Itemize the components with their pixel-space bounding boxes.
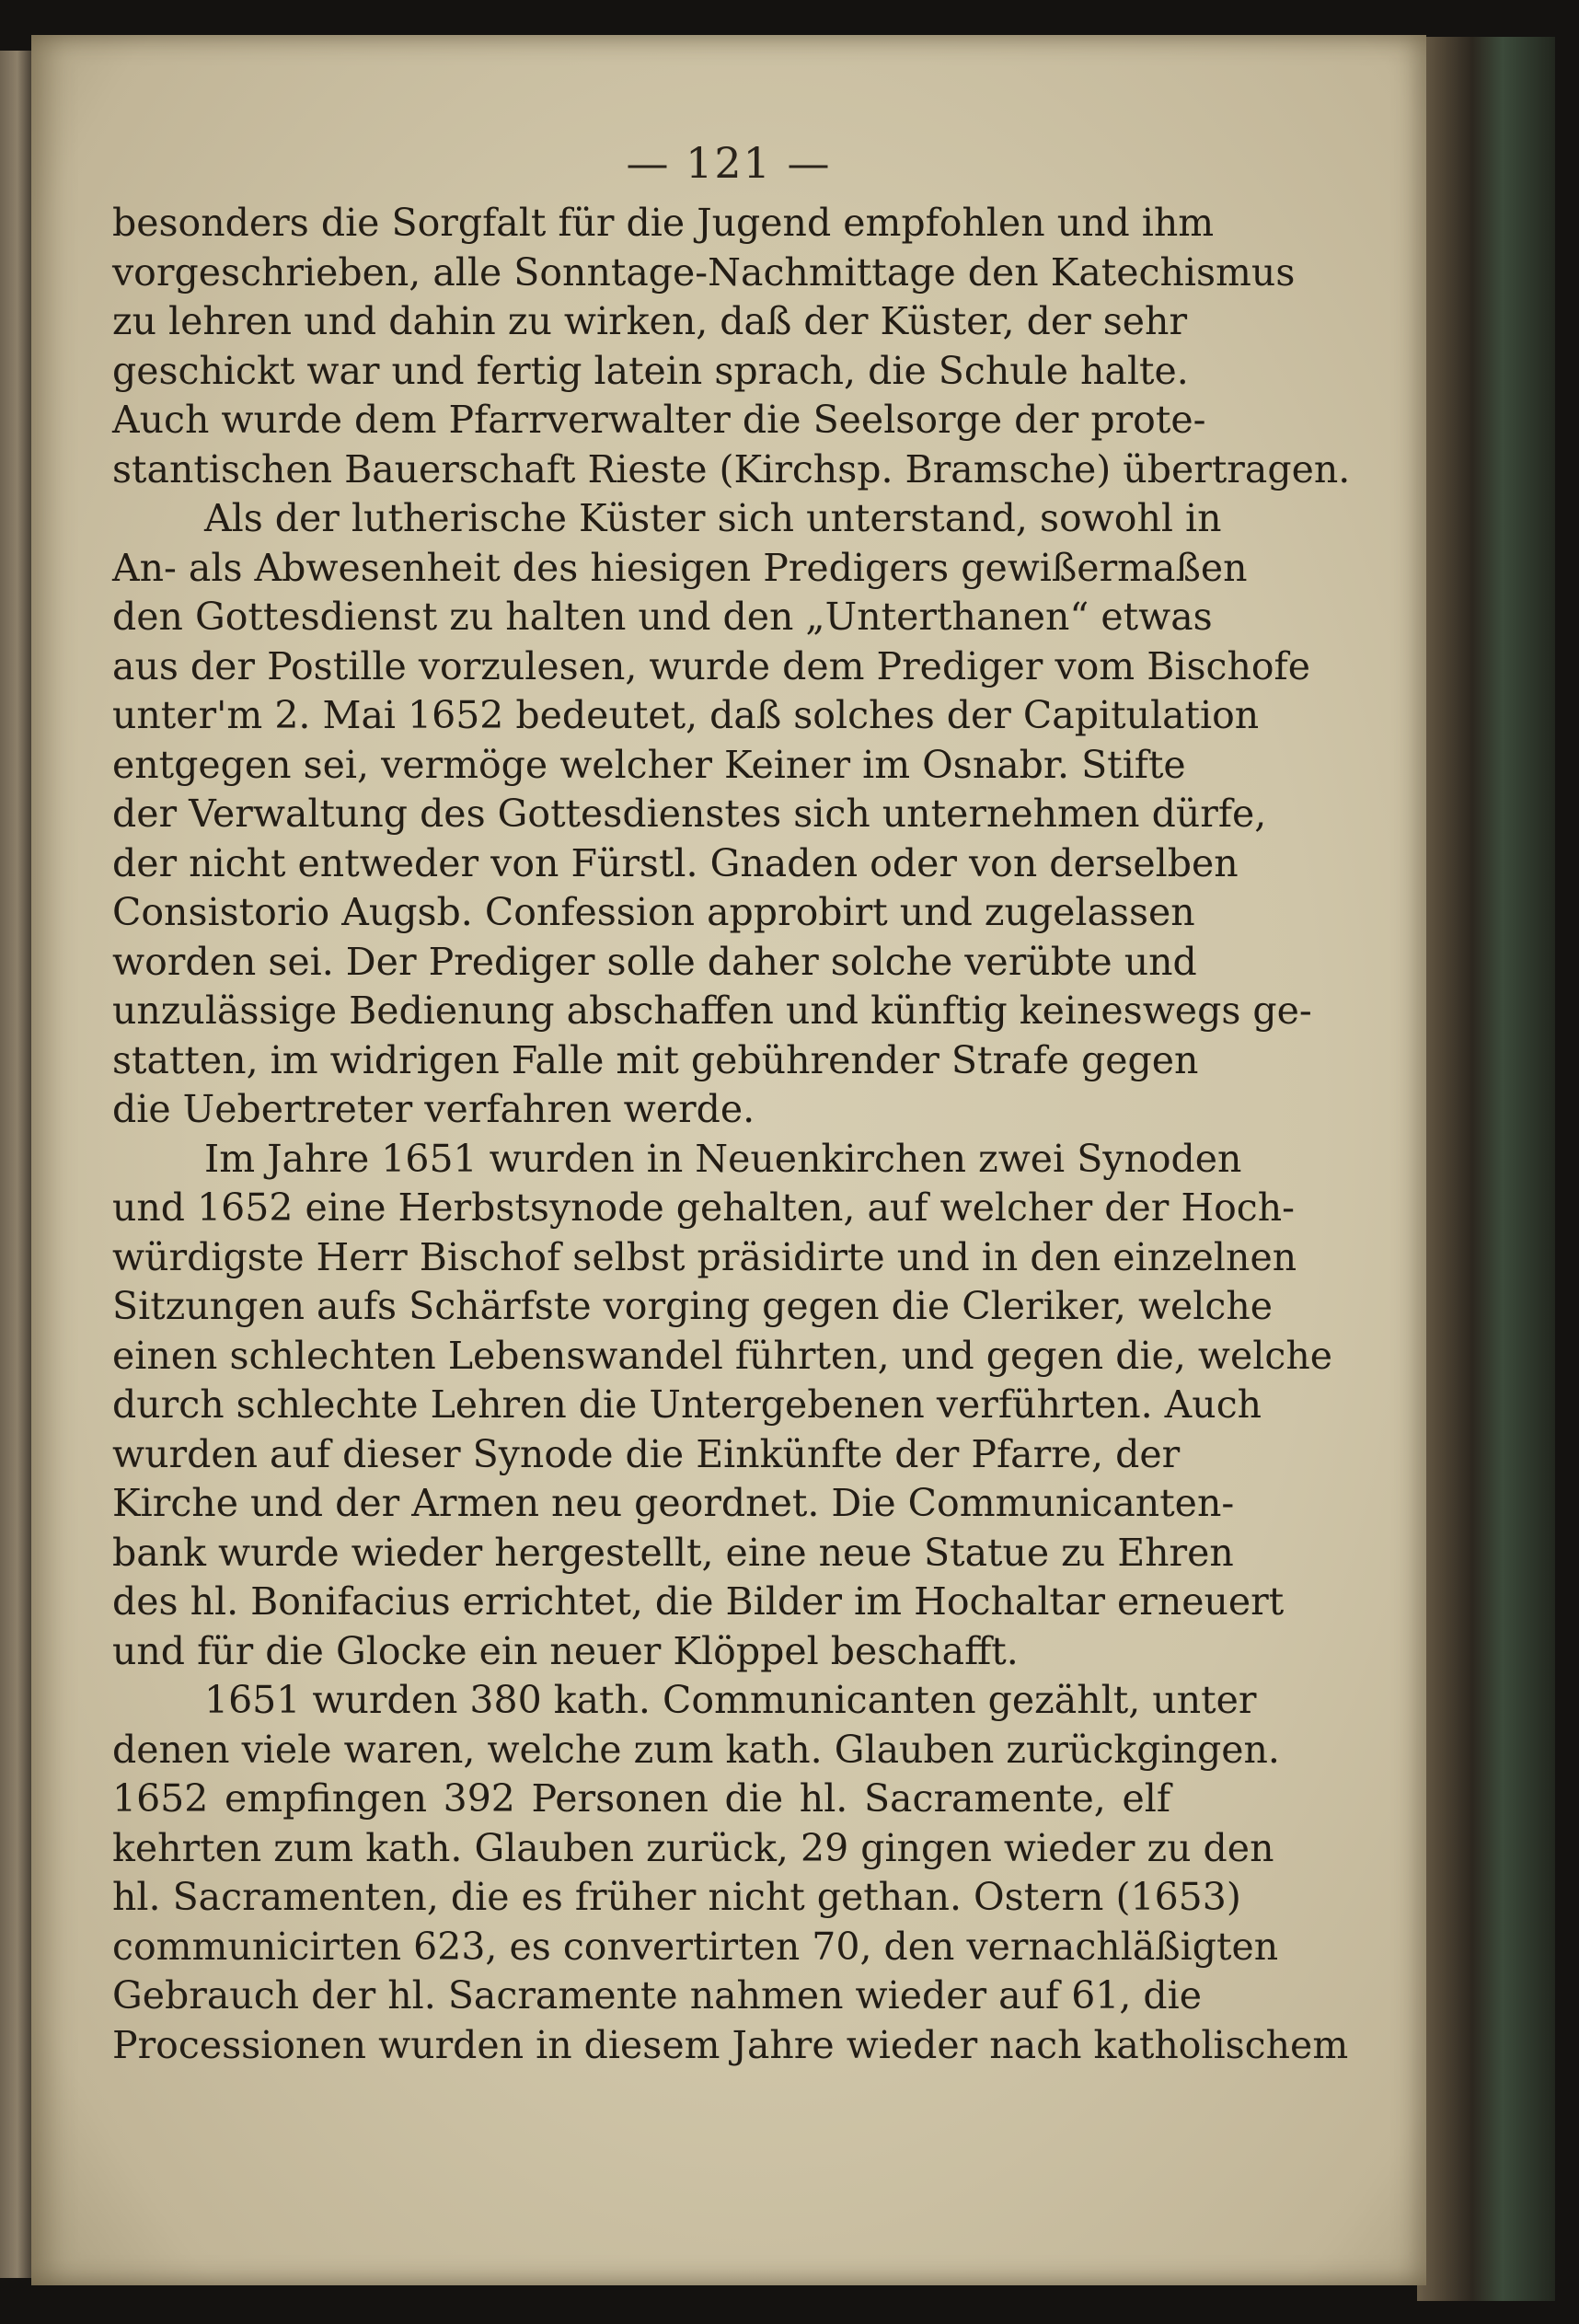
text-line: aus der Postille vorzulesen, wurde dem Prediger vom Bischofe (112, 643, 1310, 688)
text-line: Als der lutherische Küster sich unterstand, sowohl in (204, 496, 1222, 540)
text-line: An- als Abwesenheit des hiesigen Predigers gewißermaßen (112, 545, 1248, 590)
text-line: denen viele waren, welche zum kath. Glauben zurückgingen. (112, 1727, 1280, 1772)
text-line: und für die Glocke ein neuer Klöppel beschafft. (112, 1628, 1019, 1673)
text-line: Im Jahre 1651 wurden in Neuenkirchen zwei Synoden (204, 1136, 1242, 1181)
text-line: der Verwaltung des Gottesdienstes sich unternehmen dürfe, (112, 792, 1267, 836)
text-line: vorgeschrieben, alle Sonntage-Nachmittage den Katechismus (112, 249, 1296, 295)
text-line: kehrten zum kath. Glauben zurück, 29 gingen wieder zu den (112, 1825, 1274, 1870)
text-line: des hl. Bonifacius errichtet, die Bilder im Hochaltar erneuert (112, 1579, 1285, 1624)
body-text (112, 199, 1351, 2070)
page-number: — 121 — (626, 138, 832, 188)
text-line: geschickt war und fertig latein sprach, die Schule halte. (112, 348, 1189, 393)
text-line: entgegen sei, vermöge welcher Keiner im Osnabr. Stifte (112, 742, 1186, 787)
book-binding-edge (1417, 37, 1555, 2301)
text-line: unter'm 2. Mai 1652 bedeutet, daß solches der Capitulation (112, 693, 1260, 737)
text-line: 1652 empfingen 392 Personen die hl. Sacramente, elf (112, 1776, 1170, 1821)
text-line: Consistorio Augsb. Confession approbirt und zugelassen (112, 890, 1195, 934)
paragraph (112, 1676, 1349, 2070)
text-line: zu lehren und dahin zu wirken, daß der Küster, der sehr (112, 299, 1188, 343)
paragraph (112, 199, 1351, 494)
book-page (31, 35, 1426, 2285)
text-line: besonders die Sorgfalt für die Jugend empfohlen und ihm (112, 201, 1215, 245)
text-line: stantischen Bauerschaft Rieste (Kirchsp. Bramsche) übertragen. (112, 446, 1351, 491)
text-line: den Gottesdienst zu halten und den „Unterthanen“ etwas (112, 595, 1213, 639)
text-line: communicirten 623, es convertirten 70, den vernachläßigten (112, 1924, 1279, 1969)
text-line: wurden auf dieser Synode die Einkünfte der Pfarre, der (112, 1431, 1181, 1476)
paragraph (112, 494, 1312, 1135)
paragraph (112, 1135, 1332, 1677)
text-line: hl. Sacramenten, die es früher nicht gethan. Ostern (1653) (112, 1875, 1241, 1919)
text-line: 1651 wurden 380 kath. Communicanten gezählt, unter (204, 1678, 1257, 1722)
text-line: Auch wurde dem Pfarrverwalter die Seelsorge der prote- (112, 398, 1206, 442)
text-line: Processionen wurden in diesem Jahre wieder nach katholischem (112, 2022, 1349, 2067)
text-line: bank wurde wieder hergestellt, eine neue Statue zu Ehren (112, 1530, 1234, 1575)
text-line: der nicht entweder von Fürstl. Gnaden oder von derselben (112, 840, 1239, 885)
text-line: die Uebertreter verfahren werde. (112, 1087, 755, 1131)
text-line: unzulässige Bedienung abschaffen und künftig keineswegs ge- (112, 989, 1312, 1033)
text-line: Sitzungen aufs Schärfste vorging gegen die Cleriker, welche (112, 1284, 1274, 1328)
text-line: Kirche und der Armen neu geordnet. Die Communicanten- (112, 1481, 1235, 1525)
text-line: würdigste Herr Bischof selbst präsidirte und in den einzelnen (112, 1234, 1297, 1279)
facing-page-edge (0, 51, 31, 2278)
text-line: einen schlechten Lebenswandel führten, und gegen die, welche (112, 1333, 1332, 1378)
text-line: Gebrauch der hl. Sacramente nahmen wieder auf 61, die (112, 1973, 1203, 2018)
text-line: und 1652 eine Herbstsynode gehalten, auf welcher der Hoch- (112, 1185, 1296, 1230)
text-line: statten, im widrigen Falle mit gebührender Strafe gegen (112, 1037, 1199, 1082)
text-line: worden sei. Der Prediger solle daher solche verübte und (112, 939, 1197, 984)
text-line: durch schlechte Lehren die Untergebenen verführten. Auch (112, 1382, 1262, 1427)
